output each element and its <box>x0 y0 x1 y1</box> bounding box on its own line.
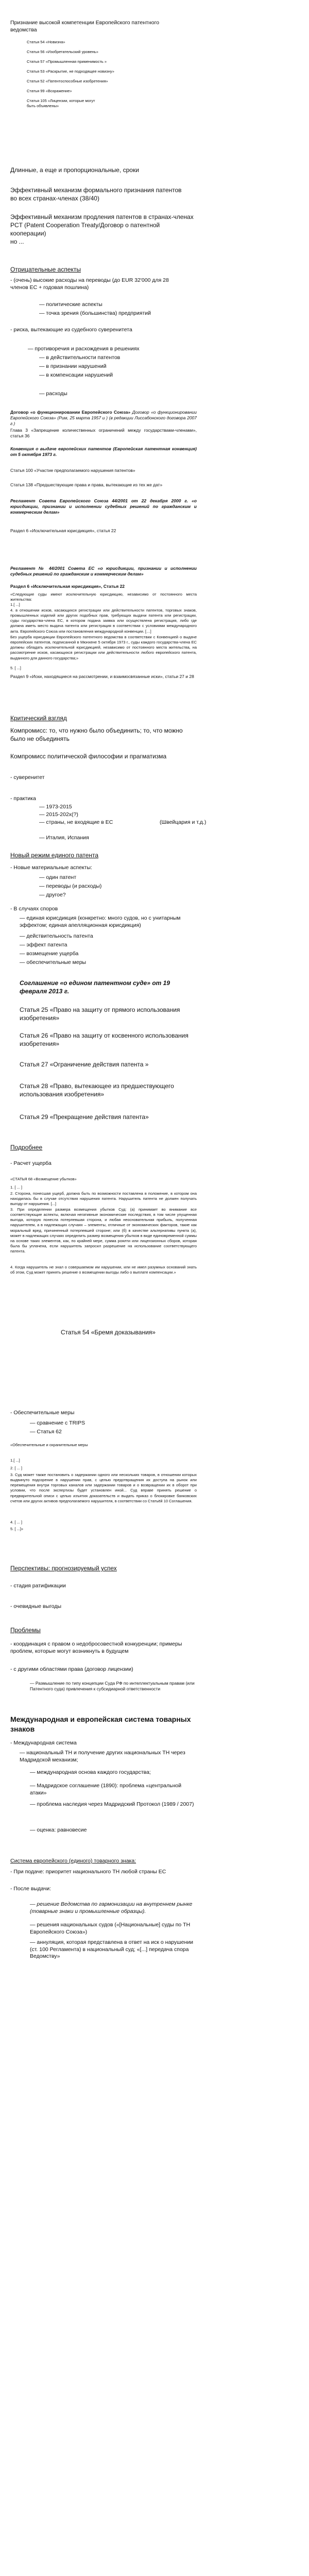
article-62-point-5: 5. [ ...]» <box>10 1527 24 1531</box>
sovereignty-risk-text: - риска, вытекающие из судебного суверенитета <box>10 327 132 333</box>
translations-text: — переводы (и расходы) <box>39 883 102 889</box>
infringement-text: — в признании нарушений <box>39 363 107 369</box>
article-item: Статья 56 «Изобретательский уровень» <box>27 49 98 54</box>
disputes-text: - В случаях споров <box>10 906 58 912</box>
international-system-text: - Международная система <box>10 1740 77 1746</box>
ep-recognition-title: Признание высокой компетенции Европейского патентного ведомства <box>10 20 160 33</box>
article-62-point-1: 1.[ ...] <box>10 1458 20 1463</box>
one-patent-text: — один патент <box>39 874 77 880</box>
regulation-44-text: Регламент Совета Европейского Союза 44/2001 от 22 декабря 2000 г. «о юрисдикции, признании и исполнении судебных решений по гражданским и коммерческим делам» <box>10 498 197 515</box>
article-item: Статья 54 «Новизна» <box>27 40 65 44</box>
critical-view-heading: Критический взгляд <box>10 715 67 722</box>
regulation-subheading: Раздел 6 «Исключительная юрисдикция», Статья 22 <box>10 584 125 589</box>
compensation-text: — в компенсации нарушений <box>39 372 113 378</box>
validity-text: — в действительности патентов <box>39 354 121 361</box>
unified-jurisdiction-text: — единая юрисдикция (конкретно: много судов, но с унитарным эффектом; единая апелляционная юрисдикция) <box>20 915 181 928</box>
political-philosophy-text: Компромисс политической философии и прагматизма <box>10 753 167 760</box>
article-item: Статья 99 «Возражение» <box>27 89 72 93</box>
patent-validity-text: — действительность патента <box>20 933 93 939</box>
details-heading: Подробнее <box>10 1144 43 1151</box>
article-62-point-3: 3. Суд может также постановить о задержании одного или нескольких товаров, в отношении которых выдвинуто подозрение в нарушении прав, с целью предотвращения их доступа на рынок или перемещения внутри торговых каналов или задержании товаров и о возвращении их в оборот при условии, что после экспертизы будет установлен иной... Суд вправе принять решение о предварительной описи с целью изъятия доказательств и выдать приказ о блокировке банковских счетов или других активов предполагаемого нарушителя, в соответствии со Статьёй 10 Соглашения. <box>10 1472 197 1503</box>
article-26-text: Статья 26 «Право на защиту от косвенного использования изобретения» <box>20 1032 188 1048</box>
article-item: Статья 105 «Лицензии, которые могут быть объявлены» <box>27 98 95 109</box>
sovereignty-text: - суверенитет <box>10 774 45 781</box>
unfair-competition-text: - координация с правом о недобросовестной конкуренции; примеры проблем, которые могут возникнуть в будущем <box>10 1641 182 1654</box>
political-aspects-text: — политические аспекты <box>39 301 102 308</box>
national-tm-text: — национальный ТН и получение других национальных ТН через Мадридской механизм; <box>20 1750 185 1763</box>
article-68-point-3: 3. При определении размера возмещения убытков Суд: (a) принимает во внимание все соответствующие аспекты, включая негативные экономические последствия, в том числе упущенная выгода, которую понесла потерпевшая сторона, и любая неосновательная прибыль, полученная нарушителем, а в надлежащих случаях – элементы, отличные от экономических факторов, такие как моральный вред, причиненный потерпевшей стороне; или (б) в качестве альтернативы пункта (a), может в надлежащих случаях определить размер возмещения убытков в виде единовременной суммы на основе таких элементов, как, по крайней мере, сумма роялти или лицензионных сборов, которая была бы уплачена, если нарушитель запросил разрешение на использование соответствующего патента. <box>10 1207 197 1253</box>
period-1973-text: — 1973-2015 <box>39 804 72 810</box>
article-54-text: Статья 54 «Бремя доказывания» <box>61 1329 156 1336</box>
article-62-heading: «Обеспечительные и охранительные меры <box>10 1443 88 1447</box>
article-29-text: Статья 29 «Прекращение действия патента» <box>20 1113 149 1121</box>
filing-priority-text: - При подаче: приоритет национального ТН любой страны ЕС <box>10 1869 166 1875</box>
license-contract-text: - с другими областями права (договор лицензии) <box>10 1666 133 1672</box>
trademarks-heading: Международная и европейская система товарных знаков <box>10 1715 191 1733</box>
article-28-text: Статья 28 «Право, вытекающее из предшествующего использования изобретения» <box>20 1082 174 1098</box>
ohim-decision-text: — решение Ведомства по гармонизации на внутреннем рынке (товарные знаки и промышленные образцы). <box>30 1901 193 1914</box>
other-text: — другое? <box>39 892 66 898</box>
eu-tm-system-heading: Система европейского (единого) товарного знака: <box>10 1858 136 1864</box>
article-25-text: Статья 25 «Право на защиту от прямого использования изобретения» <box>20 1006 180 1022</box>
pct-mechanism-text: Эффективный механизм продления патентов в странах-членах PCT (Patent Cooperation Treaty/Договор о патентной кооперации) <box>10 213 194 238</box>
article-138-text: Статья 138 «Предшествующие права и права, вытекающие из тех же дат» <box>10 482 163 487</box>
regulation-point-1: 1.[ ...] <box>10 602 20 607</box>
section-6-text: Раздел 6 «Исключительная юрисдикция», статья 22 <box>10 528 116 533</box>
balance-text: — оценка: равновесие <box>30 1827 87 1833</box>
blank-area <box>0 1968 309 2576</box>
damage-calc-text: - Расчет ущерба <box>10 1160 52 1166</box>
national-basis-text: — международная основа каждого государства; <box>30 1769 151 1775</box>
business-view-text: — точка зрения (большинства) предприятий <box>39 310 151 316</box>
tfeu-citation: Договор «о функционировании Европейского Союза» (Рим, 25 марта 1957 и ) (в редакции Лиссабонского договора 2007 г.) <box>10 410 197 427</box>
regulation-point-5: 5. [ ...] <box>10 666 21 670</box>
material-aspects-text: - Новые материальные аспекты: <box>10 865 92 871</box>
article-item: Статья 57 «Промышленная применимость » <box>27 59 107 64</box>
ratification-text: - стадия ратификации <box>10 1583 66 1589</box>
recognition-mechanism-text: Эффективный механизм формального признания патентов во всех странах-членах (38/40) <box>10 187 182 202</box>
madrid-protocol-text: — проблема наследия через Мадридский Протокол (1989 / 2007) <box>30 1801 194 1807</box>
national-courts-text: — решения национальных судов («[Национальные] суды по ТН Европейского Союза») <box>30 1922 191 1935</box>
regulation-intro: «Следующие суды имеют исключительную юрисдикцию, независимо от постоянного места жительства: <box>10 592 197 602</box>
problems-heading: Проблемы <box>10 1626 41 1634</box>
interim-measures-heading: - Обеспечительные меры <box>10 1410 75 1416</box>
expenses-text: — расходы <box>39 391 67 397</box>
article-62-text: — Статья 62 <box>30 1429 62 1435</box>
upc-agreement-heading: Соглашение «о едином патентном суде» от 19 февраля 2013 г. <box>20 979 170 995</box>
after-registration-text: - После выдачи: <box>10 1886 52 1892</box>
article-item: Статья 53 «Раскрытие, не подходящее новизну» <box>27 69 114 74</box>
damages-text: — возмещение ущерба <box>20 951 79 957</box>
non-eu-text: — страны, не входящие в ЕС <box>39 819 113 825</box>
article-item: Статья 52 «Патентоспособные изобретения» <box>27 79 108 83</box>
cancellation-text: — аннуляция, которая представлена в ответ на иск о нарушении (ст. 100 Регламента) в национальный суд; «[...] передача спора Ведомству» <box>30 1939 194 1960</box>
court-concept-text: — Размышление по типу концепции Суда РФ по интеллектуальным правам (или Патентного суда) привлечения к субсидиарной ответственности <box>30 1681 195 1692</box>
practice-text: - практика <box>10 795 36 802</box>
article-100-text: Статья 100 «Участие предполагаемого нарушения патентов» <box>10 468 135 473</box>
non-eu-example-text: (Швейцария и т.д.) <box>160 819 207 825</box>
regulation-point-4: 4. в отношении исков, касающихся регистрации или действительности патентов, торговых знаков, промышленных изделий или других подобных прав, требующих выдачи патента или регистрации, суды государства-члена ЕС, в котором подана заявка или осуществлена регистрация, либо где должна иметь место выдача патента или регистрация в соответствии с условиями международного акта. Европейского Союза или постановления международной конвенции. […] <box>10 608 197 634</box>
patent-effect-text: — эффект патента <box>20 942 67 948</box>
regulation-heading: Регламент № 44/2001 Совета ЕС «о юрисдикции, признании и исполнении судебных решений по гражданским и коммерческим делам» <box>10 566 197 577</box>
negative-aspects-heading: Отрицательные аспекты <box>10 266 81 273</box>
article-62-point-2: 2. [ ... ] <box>10 1466 22 1470</box>
article-68-heading: «СТАТЬЯ 68 «Возмещение убытков» <box>10 1177 77 1181</box>
article-68-point-1: 1. [ ... ] <box>10 1185 22 1190</box>
madrid-agreement-text: — Мадридское соглашение (1890): проблема «центральной атаки» <box>30 1783 182 1796</box>
contradictions-text: — противоречия и расхождения в решениях <box>28 346 140 352</box>
tfeu-chapter-text: Глава 3 «Запрещение количественных ограничений между государствами-членами», статья 36 <box>10 428 197 439</box>
new-regime-heading: Новый режим единого патента <box>10 852 99 859</box>
article-27-text: Статья 27 «Ограничение действия патента » <box>20 1061 149 1068</box>
tfeu-text: Договор «о функционировании Европейского Союза» Договор «о функционировании Европейского Союза» (Рим, 25 марта 1957 и ) (в редакции Лиссабонского договора 2007 г.) <box>10 410 197 427</box>
regulation-point-4b: Без ущерба юрисдикции Европейского патентного ведомства в соответствии с Конвенцией о выдаче европейских патентов, подписанной в Мюнхене 5 октября 1973 г., суды каждого государства-члена ЕС должны обладать исключительной юрисдикцией, независимо от постоянного места жительства, на рассмотрение исков, касающихся регистрации или действительности любого европейского патента, выданного для данного государства;» <box>10 635 197 660</box>
translation-costs-text: - (очень) высокие расходы на переводы (до EUR 32'000 для 28 членов ЕС + годовая пошлина) <box>10 277 169 291</box>
article-68-point-2: 2. Сторона, понесшая ущерб, должна быть по возможности поставлена в положение, в котором она находилась бы в случае отсутствия нарушения патента. Нарушитель патента не должен получать выгоду от нарушения. [...] <box>10 1191 197 1207</box>
period-2015-text: — 2015-202x(?) <box>39 811 78 818</box>
but-text: но ... <box>10 238 24 245</box>
italy-spain-text: — Италия, Испания <box>39 835 89 841</box>
epc-text: Конвенция о выдаче европейских патентов (Европейская патентная конвенция) от 5 октября 1973 г. <box>10 446 197 457</box>
benefits-text: - очевидные выгоды <box>10 1603 62 1609</box>
section-9-text: Раздел 9 «Иски, находящиеся на рассмотрении, и взаимосвязанные иски», статьи 27 и 28 <box>10 674 194 679</box>
article-62-point-4: 4. [ ... ] <box>10 1520 22 1524</box>
long-terms-text: Длинные, а еще и пропорциональные, сроки <box>10 166 139 174</box>
article-68-point-4: 4. Когда нарушитель не знал о совершаемом им нарушении, или не имел разумных оснований знать об этом, Суд может принять решение о возмещении выгоды либо о выплате компенсации.» <box>10 1265 197 1275</box>
prospects-heading: Перспективы: прогнозируемый успех <box>10 1565 117 1572</box>
interim-measures-text: — обеспечительные меры <box>20 959 87 965</box>
trips-comparison-text: — сравнение с TRIPS <box>30 1420 85 1426</box>
compromise-text: Компромисс: то, что нужно было объединить; то, что можно было не объединять <box>10 727 183 743</box>
